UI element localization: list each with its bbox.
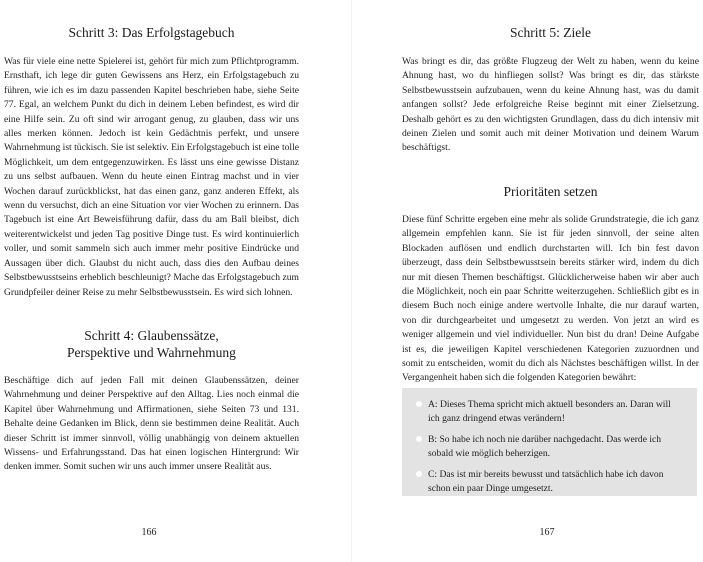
page-number-left: 166 [141, 527, 157, 538]
paragraph-schritt-3: Was für viele eine nette Spielerei ist, gehört für mich zum Pflichtprogramm. Ernsthaft, ich lege dir guten Gewissens ans Herz, ein Erfolgstagebuch zu führen, wie ich es im dazu passenden Kapitel beschrieben habe, siehe Seite 77. Egal, an welchem Punkt du dich in deinem Leben befindest, es wird dir eine Hilfe sein. Zu oft sind wir arrogant genug, zu glauben, dass wir uns alles merken können. Jedoch ist kein Gedächtnis perfekt, und unsere Wahrnehmung ist tückisch. Sie ist selektiv. Ein Erfolgstagebuch ist eine tolle Möglichkeit, um dem entgegenzuwirken. Es lässt uns eine gewisse Distanz zu uns selbst aufbauen. Wenn du heute einen Eintrag machst und in vier Wochen darauf zurückblickst, hat das einen ganz, ganz anderen Effekt, als wenn du versuchst, dich an eine Situation vor vier Wochen zu erinnern. Das Tagebuch ist eine Art Beweisführung dafür, dass du am Ball bleibst, dich weiterentwickelst und jeden Tag positive Dinge tust. Es wird kontinuierlich voller, und somit sammeln sich auch immer mehr positive Eindrücke und Aussagen über dich. Glaubst du nicht auch, dass dies den Aufbau deines Selbstbewusstseins erheblich beschleunigt? Mache das Erfolgstagebuch zum Grundpfeiler deiner Reise zu mehr Selbstbewusstsein. Es wird sich lohnen. [4, 56, 299, 298]
heading-schritt-5: Schritt 5: Ziele [510, 25, 591, 40]
category-item-b [416, 433, 683, 462]
category-item-a [416, 398, 683, 427]
paragraph-prioritaeten: Diese fünf Schritte ergeben eine mehr als solide Grundstrategie, die ich ganz allgemein empfehlen kann. Sie ist für jeden sinnvoll, der seine alten Blockaden auflösen und endlich durchstarten will. Ich bin fest davon überzeugt, dass dein Selbstbewusstsein bereits stärker wird, indem du dich nur mit diesen Themen beschäftigst. Glücklicherweise haben wir aber auch die Möglichkeit, noch ein paar Schritte weiterzugehen. Schließlich gibt es in diesem Buch noch einige andere wertvolle Inhalte, die nur darauf warten, von dir durchgearbeitet und umgesetzt zu werden. Von jetzt an wird es weniger allgemein und viel individueller. Nun bist du dran! Deine Aufgabe ist es, die jeweiligen Kapitel verschiedenen Kategorien zuzuordnen und somit zu entscheiden, womit du dich als Nächstes beschäftigen willst. In der Vergangenheit haben sich die folgenden Kategorien bewährt: [402, 214, 699, 384]
right-page [352, 0, 703, 562]
paragraph-schritt-5: Was bringt es dir, das größte Flugzeug der Welt zu haben, wenn du keine Ahnung hast, wo du hinfliegen sollst? Was bringt es dir, das stärkste Selbstbewusstsein aufzubauen, wenn du keine Ahnung hast, was du damit anfangen sollst? Jede erfolgreiche Reise beginnt mit einer Zielsetzung. Deshalb gehört es zu den wichtigsten Grundlagen, dass du dich intensiv mit deinen Zielen und somit auch mit deiner Motivation und deinem Warum beschäftigst. [402, 56, 699, 154]
bullet-dot-icon [416, 401, 422, 407]
page-number-right: 167 [539, 527, 555, 538]
paragraph-schritt-4: Beschäftige dich auf jeden Fall mit deinen Glaubenssätzen, deiner Wahrnehmung und deiner Perspektive auf den Alltag. Lies noch einmal die Kapitel über Wahrnehmung und Affirmationen, siehe Seiten 73 und 131. Behalte deine Gedanken im Blick, denn sie bestimmen deine Realität. Auch dieser Schritt ist immer sinnvoll, völlig unabhängig von deinem aktuellen Wissens- und Erfahrungsstand. Das hat einen logischen Hintergrund: Wir denken immer. Somit suchen wir uns auch immer unsere Realität aus. [4, 375, 299, 473]
heading-schritt-4-line-2: Perspektive und Wahrnehmung [67, 345, 236, 360]
heading-prioritaeten: Prioritäten setzen [503, 184, 598, 199]
bullet-dot-icon [416, 436, 422, 442]
category-callout-box [402, 388, 697, 496]
left-page [0, 0, 351, 562]
heading-schritt-3: Schritt 3: Das Erfolgstagebuch [68, 25, 235, 40]
heading-schritt-4-line-1: Schritt 4: Glaubenssätze, [84, 328, 219, 343]
category-b-text: B: So habe ich noch nie darüber nachgedacht. Das werde ich sobald wie möglich beherzigen. [428, 433, 662, 460]
category-a-text: A: Dieses Thema spricht mich aktuell besonders an. Daran will ich ganz dringend etwas verändern! [428, 399, 671, 425]
bullet-dot-icon [416, 471, 422, 477]
category-c-text: C: Das ist mir bereits bewusst und tatsächlich habe ich davon schon ein paar Dinge umgesetzt. [428, 468, 664, 495]
category-item-c [416, 468, 683, 497]
